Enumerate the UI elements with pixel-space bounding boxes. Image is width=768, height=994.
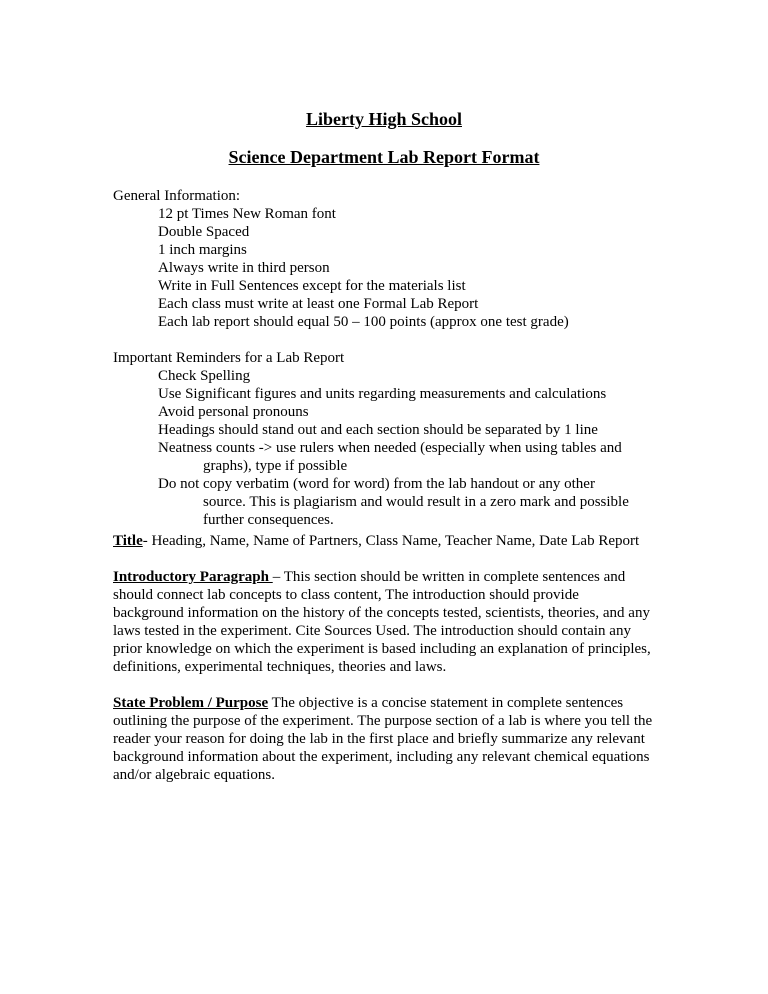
general-information-section	[113, 187, 673, 331]
purpose-line: outlining the purpose of the experiment. The purpose section of a lab is where you tell the	[113, 713, 653, 729]
reminder-item: Neatness counts -> use rulers when needed (especially when using tables and	[158, 440, 622, 456]
intro-text: – This section should be written in complete sentences and	[272, 569, 626, 585]
general-item: Double Spaced	[158, 224, 250, 240]
general-information-heading: General Information:	[113, 188, 241, 204]
intro-line: should connect lab concepts to class content, The introduction should provide	[113, 587, 579, 603]
purpose-line: background information about the experiment, including any relevant chemical equations	[113, 749, 650, 765]
reminder-item: Avoid personal pronouns	[158, 404, 309, 420]
purpose-line	[113, 694, 658, 712]
purpose-line: and/or algebraic equations.	[113, 767, 276, 783]
intro-line: background information on the history of the concepts tested, scientists, theories, and any	[113, 605, 650, 621]
introductory-paragraph-section	[113, 568, 658, 676]
general-item: 12 pt Times New Roman font	[158, 206, 336, 222]
intro-line: prior knowledge on which the experiment is based including an explanation of principles,	[113, 641, 651, 657]
general-item: Each lab report should equal 50 – 100 points (approx one test grade)	[158, 314, 569, 330]
reminder-item: Headings should stand out and each section should be separated by 1 line	[158, 422, 598, 438]
reminder-item-continuation: graphs), type if possible	[203, 458, 348, 474]
school-title: Liberty High School	[305, 109, 462, 129]
general-item: Each class must write at least one Formal Lab Report	[158, 296, 479, 312]
reminder-item: Check Spelling	[158, 368, 251, 384]
purpose-line: reader your reason for doing the lab in the first place and briefly summarize any relevant	[113, 731, 645, 747]
general-item: 1 inch margins	[158, 242, 247, 258]
intro-line	[113, 568, 658, 586]
intro-line: definitions, experimental techniques, theories and laws.	[113, 659, 447, 675]
reminder-item-continuation: source. This is plagiarism and would result in a zero mark and possible	[203, 494, 629, 510]
reminders-section	[113, 349, 673, 529]
introductory-paragraph-heading: Introductory Paragraph	[113, 569, 273, 585]
general-item: Write in Full Sentences except for the materials list	[158, 278, 466, 294]
general-item: Always write in third person	[158, 260, 330, 276]
purpose-heading: State Problem / Purpose	[113, 695, 269, 711]
reminder-item: Use Significant figures and units regarding measurements and calculations	[158, 386, 607, 402]
reminders-heading: Important Reminders for a Lab Report	[113, 350, 345, 366]
purpose-section	[113, 694, 658, 784]
intro-line: laws tested in the experiment. Cite Sources Used. The introduction should contain any	[113, 623, 631, 639]
title-section-line	[113, 532, 658, 550]
title-section-text: - Heading, Name, Name of Partners, Class Name, Teacher Name, Date Lab Report	[142, 533, 640, 549]
title-section-heading: Title	[113, 533, 143, 549]
document-title: Science Department Lab Report Format	[228, 147, 540, 167]
title-section	[113, 532, 658, 550]
purpose-text: The objective is a concise statement in complete sentences	[268, 695, 624, 711]
reminder-item-continuation: further consequences.	[203, 512, 334, 528]
reminder-item: Do not copy verbatim (word for word) from the lab handout or any other	[158, 476, 595, 492]
